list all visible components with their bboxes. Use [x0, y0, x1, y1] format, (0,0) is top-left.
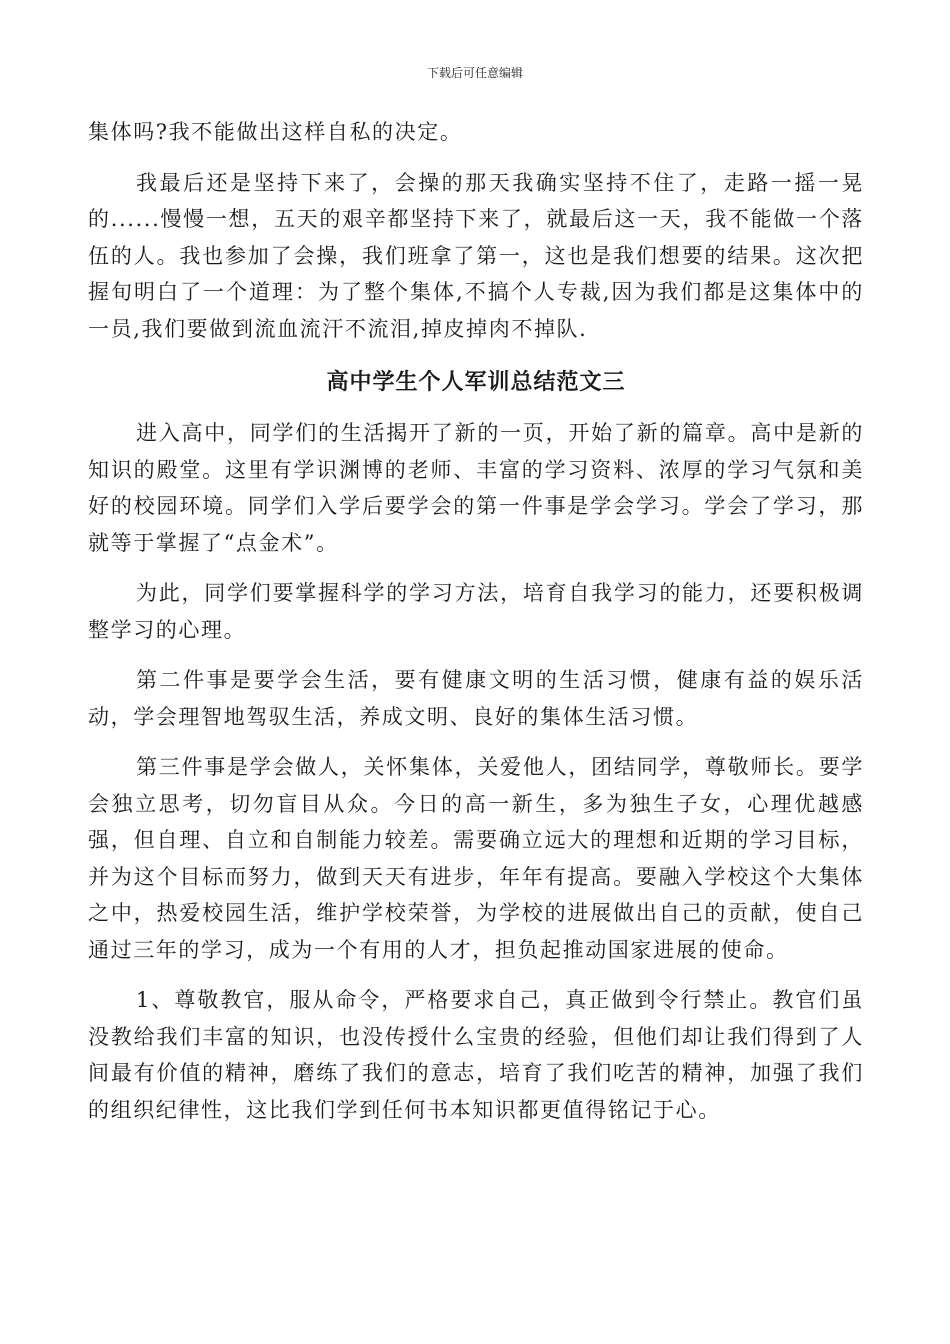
paragraph-continuation: 集体吗?我不能做出这样自私的决定。 — [88, 120, 463, 144]
paragraph: 第二件事是要学会生活，要有健康文明的生活习惯，健康有益的娱乐活动，学会理智地驾驭生活，养成文明、良好的集体生活习惯。 — [88, 668, 864, 729]
paragraph: 第三件事是学会做人，关怀集体，关爱他人，团结同学，尊敬师长。要学会独立思考，切勿盲目从众。今日的高一新生，多为独生子女，心理优越感强，但自理、自立和自制能力较差。需要确立远大的理想和近期的学习目标，并为这个目标而努力，做到天天有进步，年年有提高。要融入学校这个大集体之中，热爱校园生活，维护学校荣誉，为学校的进展做出自己的贡献，使自己通过三年的学习，成为一个有用的人才，担负起推动国家进展的使命。 — [88, 755, 864, 962]
paragraph: 为此，同学们要掌握科学的学习方法，培育自我学习的能力，还要积极调整学习的心理。 — [88, 581, 864, 642]
paragraph: 我最后还是坚持下来了，会操的那天我确实坚持不住了，走路一摇一晃的......慢慢一想，五天的艰辛都坚持下来了，就最后这一天，我不能做一个落伍的人。我也参加了会操，我们班拿了第一，这也是我们想要的结果。这次把握旬明白了一个道理：为了整个集体,不搞个人专裁,因为我们都是这集体中的一员,我们要做到流血流汗不流泪,掉皮掉肉不掉队. — [88, 170, 864, 341]
document-body — [88, 114, 864, 1128]
section-title: 高中学生个人军训总结范文三 — [326, 370, 626, 395]
paragraph: 进入高中，同学们的生活揭开了新的一页，开始了新的篇章。高中是新的知识的殿堂。这里有学识渊博的老师、丰富的学习资料、浓厚的学习气氛和美好的校园环境。同学们入学后要学会的第一件事是学会学习。学会了学习，那就等于掌握了“点金术”。 — [88, 421, 864, 555]
list-item-paragraph: 1、尊敬教官，服从命令，严格要求自己，真正做到令行禁止。教官们虽没教给我们丰富的知识，也没传授什么宝贵的经验，但他们却让我们得到了人间最有价值的精神，磨练了我们的意志，培育了我们吃苦的精神，加强了我们的组织纪律性，这比我们学到任何书本知识都更值得铭记于心。 — [88, 988, 864, 1122]
page-header: 下载后可任意编辑 — [426, 66, 523, 80]
